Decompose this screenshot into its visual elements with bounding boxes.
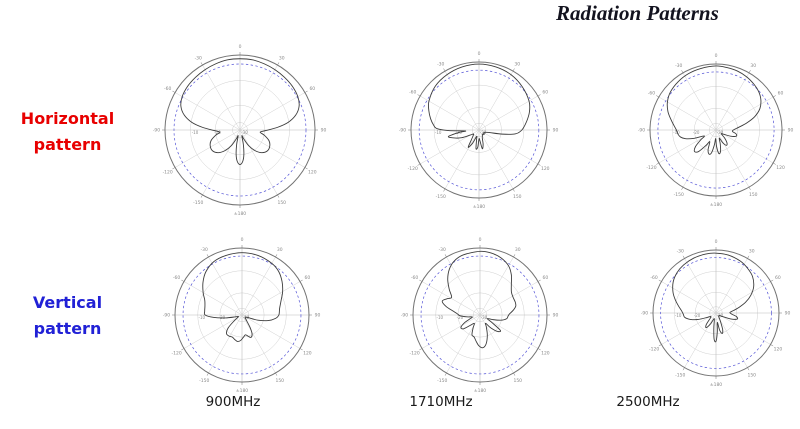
angle-tick-label: ±180 — [709, 383, 723, 389]
angle-tick-label: 150 — [275, 378, 285, 384]
row-label-vertical-line1: Vertical — [32, 293, 103, 312]
angle-tick-label: 90 — [552, 313, 559, 319]
polar-plot-horizontal-1710mhz — [394, 45, 564, 215]
angle-tick-label: 90 — [552, 128, 559, 134]
angle-tick-label: 0 — [477, 52, 481, 58]
angle-tick-label: -150 — [673, 193, 684, 199]
radial-tick-label: -30 — [480, 315, 488, 321]
angle-tick-label: 120 — [541, 351, 550, 357]
angle-tick-label: -120 — [646, 165, 657, 171]
angle-tick-label: -30 — [194, 56, 202, 62]
polar-plot-vertical-1710mhz — [396, 231, 564, 399]
angle-tick-label: 90 — [787, 128, 794, 134]
radial-tick-label: -10 — [674, 313, 682, 319]
angle-tick-label: -60 — [172, 275, 181, 281]
column-label-900mhz: 900MHz — [205, 394, 261, 410]
angle-tick-label: -30 — [200, 248, 208, 254]
radial-tick-label: -10 — [436, 315, 444, 321]
angle-tick-label: -90 — [637, 128, 646, 134]
row-label-horizontal-line2: pattern — [33, 135, 102, 154]
angle-tick-label: -30 — [676, 249, 684, 255]
radial-tick-label: -20 — [214, 130, 221, 136]
radiation-pattern-curve — [673, 253, 754, 342]
angle-tick-label: 30 — [514, 62, 521, 68]
angle-tick-label: -120 — [171, 351, 182, 357]
angle-tick-label: -30 — [675, 64, 683, 70]
angle-tick-label: -150 — [437, 378, 448, 384]
angle-tick-label: ±180 — [709, 203, 723, 209]
angle-tick-label: -120 — [409, 351, 420, 357]
column-label-2500mhz: 2500MHz — [616, 394, 680, 410]
angle-tick-label: -90 — [640, 311, 649, 317]
radial-tick-label: -30 — [241, 130, 248, 136]
angle-tick-label: 0 — [240, 238, 244, 244]
angle-tick-label: -30 — [437, 62, 445, 68]
angle-tick-label: 60 — [542, 275, 549, 281]
column-label-1710mhz: 1710MHz — [409, 394, 473, 410]
angle-tick-label: 60 — [309, 86, 316, 92]
angle-tick-label: -120 — [407, 166, 418, 172]
row-label-vertical-line2: pattern — [33, 319, 102, 338]
angle-tick-label: 150 — [747, 373, 757, 379]
angle-tick-label: 90 — [314, 313, 321, 319]
angle-tick-label: 150 — [277, 200, 287, 206]
angle-tick-label: 150 — [513, 378, 523, 384]
angle-tick-label: -90 — [400, 313, 409, 319]
angle-tick-label: -120 — [648, 347, 660, 353]
page-title: Radiation Patterns — [556, 1, 719, 25]
angle-tick-label: -150 — [193, 200, 204, 206]
angle-tick-label: -60 — [164, 86, 172, 92]
angle-tick-label: -60 — [650, 275, 658, 281]
angle-tick-label: -60 — [410, 275, 419, 281]
angle-tick-label: 120 — [773, 347, 783, 353]
angle-tick-label: 0 — [478, 238, 482, 244]
angle-tick-label: -60 — [647, 91, 656, 97]
angle-tick-label: 120 — [308, 170, 317, 176]
angle-tick-label: ±180 — [235, 389, 249, 395]
row-label-vertical-pattern — [0, 290, 135, 342]
angle-tick-label: 120 — [776, 165, 785, 171]
angle-tick-label: 90 — [784, 311, 791, 317]
angle-tick-label: ±180 — [233, 212, 247, 218]
angle-tick-label: -120 — [162, 170, 173, 176]
angle-tick-label: 60 — [775, 275, 781, 281]
polar-plot-vertical-900mhz — [158, 231, 326, 399]
radial-tick-label: -10 — [434, 130, 442, 136]
radial-tick-label: -20 — [692, 130, 700, 136]
radial-tick-label: -30 — [242, 315, 250, 321]
angle-tick-label: -90 — [162, 313, 171, 319]
angle-tick-label: -90 — [398, 128, 407, 134]
radial-tick-label: -20 — [693, 313, 701, 319]
radial-tick-label: -20 — [455, 130, 462, 136]
angle-tick-label: 60 — [777, 91, 784, 97]
radial-tick-label: -10 — [673, 130, 680, 136]
angle-tick-label: 0 — [714, 240, 718, 246]
angle-tick-label: 30 — [750, 64, 757, 70]
angle-tick-label: -150 — [675, 373, 686, 379]
angle-tick-label: -30 — [438, 248, 446, 254]
angle-tick-label: 120 — [540, 166, 550, 172]
polar-plot-horizontal-2500mhz — [633, 47, 799, 213]
angle-tick-label: 60 — [304, 275, 311, 281]
angle-tick-label: -150 — [199, 378, 210, 384]
polar-plot-horizontal-900mhz — [148, 38, 332, 222]
radial-tick-label: -30 — [479, 130, 487, 136]
angle-tick-label: 60 — [542, 90, 549, 96]
radial-tick-label: -10 — [191, 130, 199, 136]
angle-tick-label: 150 — [748, 193, 758, 199]
radiation-pattern-curve — [203, 253, 283, 342]
angle-tick-label: 90 — [320, 128, 327, 134]
angle-tick-label: 30 — [748, 249, 755, 255]
radial-tick-label: -30 — [716, 313, 724, 319]
radial-tick-label: -20 — [456, 315, 464, 321]
angle-tick-label: ±180 — [473, 389, 487, 395]
angle-tick-label: -90 — [152, 128, 161, 134]
angle-tick-label: ±180 — [472, 205, 486, 211]
radial-tick-label: -20 — [218, 315, 226, 321]
angle-tick-label: 150 — [512, 194, 522, 200]
row-label-horizontal-line1: Horizontal — [20, 109, 115, 128]
angle-tick-label: 30 — [278, 56, 285, 62]
angle-tick-label: -60 — [409, 90, 417, 96]
angle-tick-label: -150 — [435, 194, 446, 200]
angle-tick-label: 30 — [514, 248, 521, 254]
polar-plot-vertical-2500mhz — [636, 233, 796, 393]
angle-tick-label: 0 — [714, 54, 718, 60]
row-label-horizontal-pattern — [0, 106, 135, 158]
angle-tick-label: 30 — [276, 248, 283, 254]
angle-tick-label: 0 — [238, 45, 242, 51]
radial-tick-label: -10 — [198, 315, 206, 321]
radial-tick-label: -30 — [716, 130, 724, 136]
angle-tick-label: 120 — [303, 351, 312, 357]
